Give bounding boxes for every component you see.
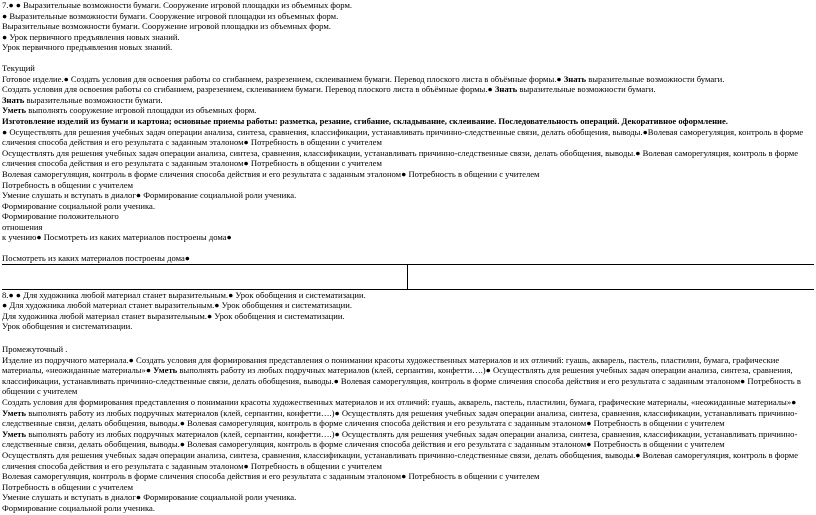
lesson-8-line: ● Для художника любой материал станет выразительным.● Урок обобщения и систематизации. bbox=[2, 300, 352, 311]
requirement-paragraph: Изделие из подручного материала.● Создать условия для формирования представления о понимании красоты художественных материалов и их отличий: гуашь, акварель, пастель, пластилин, бумага, графические материалы, «неожиданные материалы»● Уметь выполнять работу из любых подручных материалов (клей, серпантин, конфетти….)● Осуществлять для решения учебных задач операции анализа, синтеза, сравнения, классификации, устанавливать причинно-следственные связи, делать обобщения, выводы.● Волевая саморегуляция, контроль в форме сличения способа действия и его результата с заданным эталоном● Потребность в общении с учителем bbox=[2, 354, 801, 397]
requirement-line: Готовое изделие.● Создать условия для освоения работы со сгибанием, разрезением, склеиванием бумаги. Перевод плоского листа в объёмные формы.● Знать выразительные возможности бумаги. bbox=[2, 73, 725, 84]
uud-line: Потребность в общении с учителем bbox=[2, 481, 134, 492]
requirement-line: Знать выразительные возможности бумаги. bbox=[2, 94, 163, 105]
uud-line: к учению● Посмотреть из каких материалов построены дома● bbox=[2, 232, 232, 243]
lesson-7-line: 7.● ● Выразительные возможности бумаги. Сооружение игровой площадки из объемных форм. bbox=[2, 0, 353, 10]
uud-line: Волевая саморегуляция, контроль в форме сличения способа действия и его результата с заданным эталоном● Потребность в общении с учителем bbox=[2, 168, 540, 179]
lesson-8-line: Урок обобщения и систематизации. bbox=[2, 321, 133, 332]
control-type: Промежуточный . bbox=[2, 344, 68, 355]
uud-paragraph: ● Осуществлять для решения учебных задач операции анализа, синтеза, сравнения, классификации, устанавливать причинно-следственные связи, делать обобщения, выводы.●Волевая саморегуляция, контроль в форме сличения способа действия и его результата с заданным эталоном● Потребность в общении с учителем bbox=[2, 126, 804, 148]
uud-line: Формирование социальной роли ученика. bbox=[2, 502, 156, 513]
lesson-8-line: 8.● ● Для художника любой материал станет выразительным.● Урок обобщения и систематизации. bbox=[2, 289, 366, 300]
lesson-8-requirements bbox=[2, 344, 814, 514]
requirement-line: Создать условия для освоения работы со сгибанием, разрезением, склеиванием бумаги. Перевод плоского листа в объёмные формы.● Знать выразительные возможности бумаги. bbox=[2, 84, 656, 95]
uud-paragraph: Осуществлять для решения учебных задач операции анализа, синтеза, сравнения, классификации, устанавливать причинно-следственные связи, делать обобщения, выводы.● Волевая саморегуляция, контроль в форме сличения способа действия и его результата с заданным эталоном● Потребность в общении с учителем bbox=[2, 147, 799, 169]
control-type: Текущий bbox=[2, 62, 35, 73]
requirement-paragraph: Создать условия для формирования представления о понимании красоты художественных материалов и их отличий: гуашь, акварель, пастель, пластилин, бумага, графические материалы, «неожиданные материалы»● Уметь выполнять работу из любых подручных материалов (клей, серпантин, конфетти….)● Осуществлять для решения учебных задач операции анализа, синтеза, сравнения, классификации, устанавливать причинно-следственные связи, делать обобщения, выводы.● Волевая саморегуляция, контроль в форме сличения способа действия и его результата с заданным эталоном● Потребность в общении с учителем bbox=[2, 397, 798, 429]
lesson-7-line: Урок первичного предъявления новых знаний. bbox=[2, 42, 173, 53]
uud-line: Потребность в общении с учителем bbox=[2, 179, 134, 190]
uud-line: отношения bbox=[2, 221, 43, 232]
lesson-8-line: Для художника любой материал станет выразительным.● Урок обобщения и систематизации. bbox=[2, 310, 345, 321]
requirement-paragraph: Уметь выполнять работу из любых подручных материалов (клей, серпантин, конфетти….)● Осуществлять для решения учебных задач операции анализа, синтеза, сравнения, классификации, устанавливать причинно-следственные связи, делать обобщения, выводы.● Волевая саморегуляция, контроль в форме сличения способа действия и его результата с заданным эталоном● Потребность в общении с учителем bbox=[2, 428, 798, 450]
table-column-rule bbox=[407, 265, 408, 289]
lesson-7-line: ● Урок первичного предъявления новых знаний. bbox=[2, 31, 180, 42]
lesson-7-requirements bbox=[2, 63, 814, 264]
uud-paragraph: Осуществлять для решения учебных задач операции анализа, синтеза, сравнения, классификации, устанавливать причинно-следственные связи, делать обобщения, выводы.● Волевая саморегуляция, контроль в форме сличения способа действия и его результата с заданным эталоном● Потребность в общении с учителем bbox=[2, 449, 799, 471]
homework-line: Посмотреть из каких материалов построены дома● bbox=[2, 253, 190, 264]
lesson-8-topic bbox=[2, 290, 814, 332]
lesson-7-topic bbox=[2, 0, 814, 53]
uud-line: Умение слушать и вступать в диалог● Формирование социальной роли ученика. bbox=[2, 492, 297, 503]
lesson-7-line: ● Выразительные возможности бумаги. Сооружение игровой площадки из объемных форм. bbox=[2, 10, 339, 21]
uud-line: Умение слушать и вступать в диалог● Формирование социальной роли ученика. bbox=[2, 190, 297, 201]
table-divider bbox=[2, 264, 814, 290]
uud-line: Волевая саморегуляция, контроль в форме сличения способа действия и его результата с заданным эталоном● Потребность в общении с учителем bbox=[2, 471, 540, 482]
lesson-7-line: Выразительные возможности бумаги. Сооружение игровой площадки из объемных форм. bbox=[2, 21, 331, 32]
requirement-line: Уметь выполнять сооружение игровой площадки из объемных форм. bbox=[2, 105, 257, 116]
techniques-line: Изготовление изделий из бумаги и картона; основные приемы работы: разметка, резание, сгибание, складывание, склеивание. Последовательность операций. Декоративное оформление. bbox=[2, 115, 728, 126]
uud-line: Формирование социальной роли ученика. bbox=[2, 200, 156, 211]
uud-line: Формирование положительного bbox=[2, 211, 119, 222]
